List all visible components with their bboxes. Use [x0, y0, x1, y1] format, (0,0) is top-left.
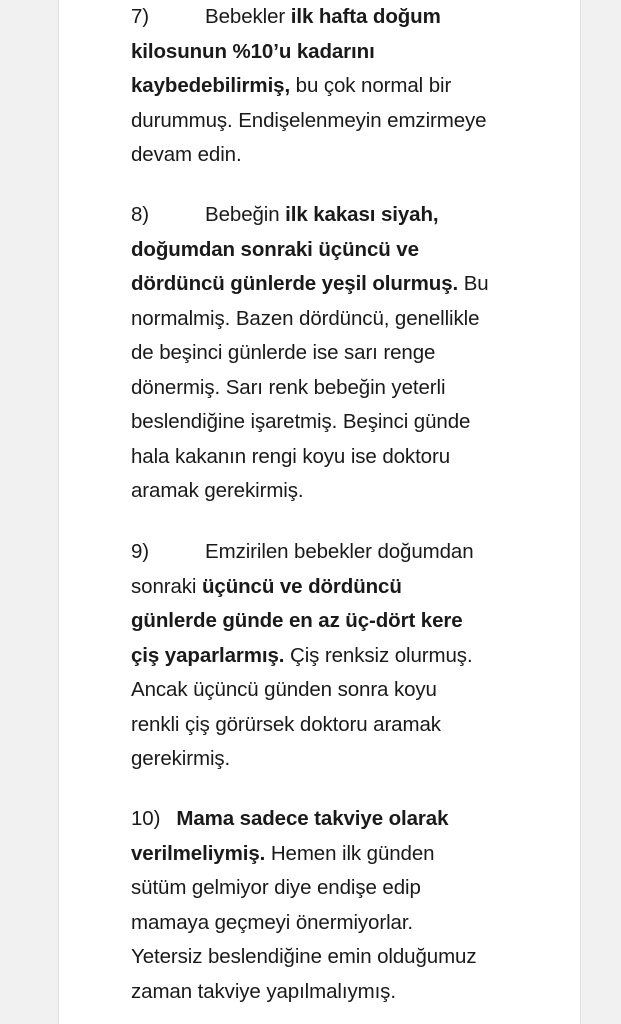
- body-text: Çiş renksiz olurmuş.: [284, 643, 473, 667]
- bold-text: ilk kakası siyah,: [285, 203, 439, 226]
- body-text: sütüm gelmiyor diye endişe edip: [131, 876, 421, 899]
- item-line: [131, 604, 474, 639]
- list-number: 8): [131, 203, 150, 226]
- item-line: [131, 104, 486, 139]
- body-text: beslendiğine işaretmiş. Beşinci günde: [131, 410, 471, 433]
- list-number: 9): [131, 540, 150, 563]
- item-line: [131, 405, 489, 440]
- body-text: Bebeğin: [205, 203, 286, 226]
- body-text: de beşinci günlerde ise sarı renge: [131, 341, 436, 364]
- item-line: [131, 940, 477, 975]
- bold-text: dördüncü günlerde yeşil olurmuş.: [131, 272, 459, 295]
- list-item-7: [131, 0, 486, 173]
- body-text: normalmiş. Bazen dördüncü, genellikle: [131, 306, 480, 330]
- item-line: [131, 336, 489, 371]
- bold-text: günlerde günde en az üç-dört kere: [131, 609, 463, 632]
- item-line: [131, 639, 474, 674]
- item-line: [131, 302, 489, 337]
- item-line: [131, 673, 474, 708]
- item-line: [131, 742, 474, 777]
- item-line: [131, 267, 489, 302]
- body-text: sonraki: [131, 574, 202, 598]
- body-text: hala kakanın rengi koyu ise doktoru: [131, 444, 451, 468]
- body-text: Ancak üçüncü günden sonra koyu: [131, 678, 437, 701]
- item-line: [131, 906, 477, 941]
- item-line: [131, 837, 477, 872]
- item-line: [131, 0, 486, 35]
- bold-text: kilosunun %10’u kadarını: [131, 39, 375, 63]
- item-line: [131, 975, 477, 1010]
- list-item-8: [131, 198, 489, 509]
- item-line: [131, 198, 489, 233]
- item-line: [131, 474, 489, 509]
- list-number: 7): [131, 5, 150, 28]
- body-text: Bebekler: [205, 5, 291, 28]
- item-line: [131, 802, 477, 837]
- bold-text: üçüncü ve dördüncü: [201, 574, 402, 598]
- body-text: Bu: [458, 272, 489, 295]
- item-line: [131, 138, 486, 173]
- list-number: 10): [131, 807, 161, 830]
- body-text: devam edin.: [131, 143, 242, 166]
- bold-text: doğumdan sonraki üçüncü ve: [131, 237, 419, 261]
- bold-text: verilmeliymiş.: [131, 841, 266, 865]
- body-text: durummuş. Endişelenmeyin emzirmeye: [131, 108, 487, 132]
- bold-text: çiş yaparlarmış.: [131, 643, 285, 667]
- item-line: [131, 35, 486, 70]
- article-page: [58, 0, 581, 1024]
- item-line: [131, 871, 477, 906]
- body-text: renkli çiş görürsek doktoru aramak: [131, 712, 441, 736]
- item-line: [131, 233, 489, 268]
- body-text: bu çok normal bir: [290, 74, 452, 97]
- list-item-10: [131, 802, 477, 1009]
- body-text: zaman takviye yapılmalıymış.: [131, 979, 396, 1003]
- item-line: [131, 440, 489, 475]
- body-text: mamaya geçmeyi önermiyorlar.: [131, 910, 414, 934]
- body-text: aramak gerekirmiş.: [131, 479, 304, 502]
- body-text: dönermiş. Sarı renk bebeğin yeterli: [131, 375, 446, 399]
- body-text: Emzirilen bebekler doğumdan: [205, 540, 474, 563]
- body-text: gerekirmiş.: [131, 747, 231, 770]
- item-line: [131, 69, 486, 104]
- list-item-9: [131, 535, 474, 777]
- bold-text: ilk hafta doğum: [290, 5, 441, 28]
- item-line: [131, 371, 489, 406]
- bold-text: Mama sadece takviye olarak: [176, 807, 449, 830]
- body-text: Hemen ilk günden: [265, 841, 435, 865]
- item-line: [131, 708, 474, 743]
- item-line: [131, 535, 474, 570]
- body-text: Yetersiz beslendiğine emin olduğumuz: [131, 945, 477, 968]
- item-line: [131, 570, 474, 605]
- bold-text: kaybedebilirmiş,: [131, 74, 291, 97]
